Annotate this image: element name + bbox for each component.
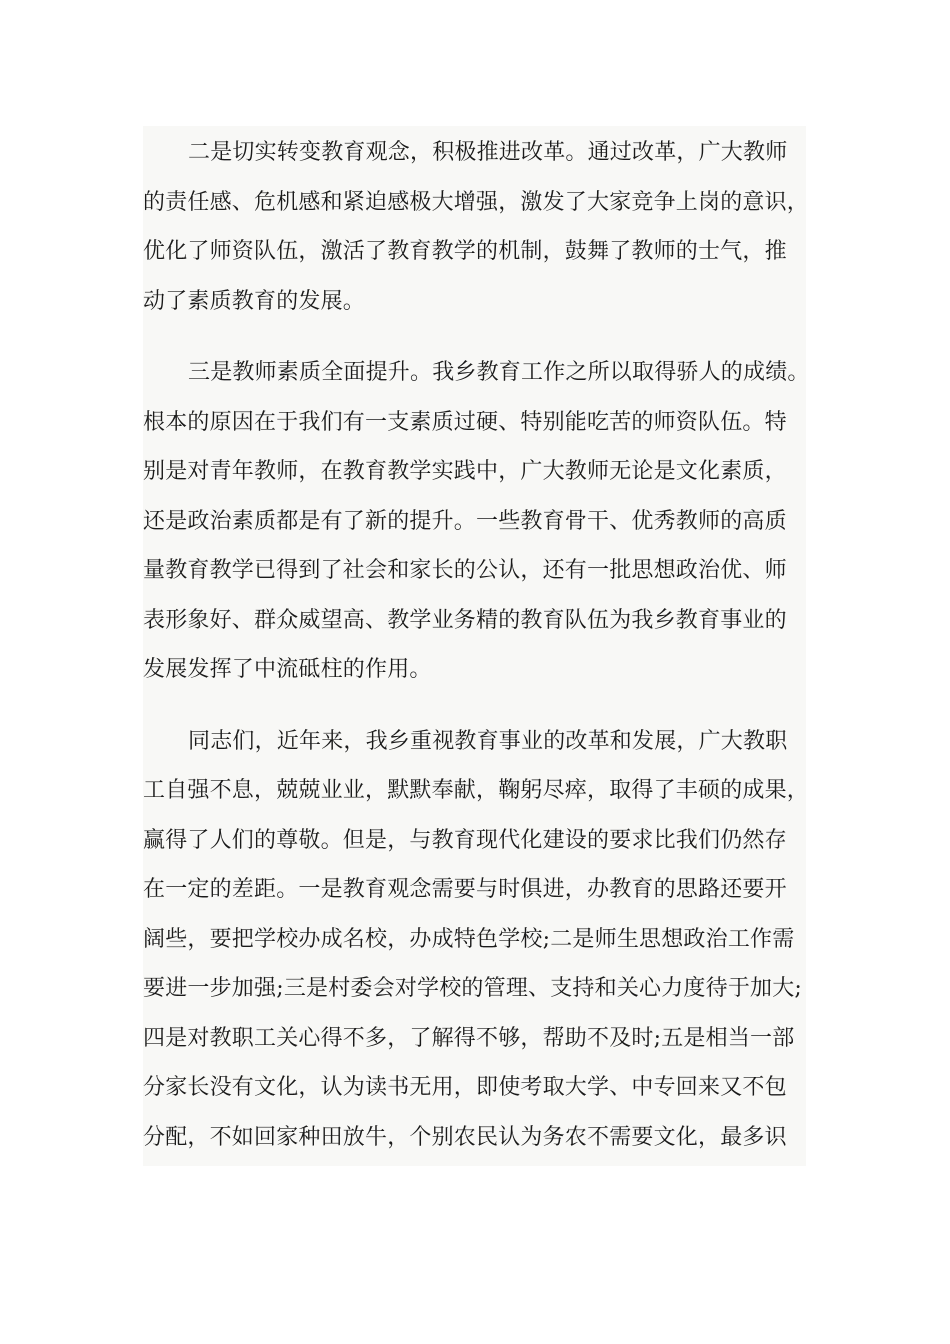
text-line: 的责任感、危机感和紧迫感极大增强，激发了大家竞争上岗的意识，	[143, 189, 810, 215]
text-line: 赢得了人们的尊敬。但是，与教育现代化建设的要求比我们仍然存	[143, 827, 787, 853]
text-line: 量教育教学已得到了社会和家长的公认，还有一批思想政治优、师	[143, 558, 787, 583]
text-line: 动了素质教育的发展。	[143, 288, 366, 314]
paragraph-3	[143, 717, 810, 1163]
text-line: 四是对教职工关心得不多，了解得不够，帮助不及时;五是相当一部	[143, 1025, 795, 1051]
text-line: 阔些，要把学校办成名校，办成特色学校;二是师生思想政治工作需	[143, 926, 795, 952]
text-line: 根本的原因在于我们有一支素质过硬、特别能吃苦的师资队伍。特	[143, 409, 787, 435]
text-line: 在一定的差距。一是教育观念需要与时俱进，办教育的思路还要开	[143, 877, 787, 902]
text-line: 分配，不如回家种田放牛，个别农民认为务农不需要文化，最多识	[143, 1124, 787, 1150]
text-line: 同志们，近年来，我乡重视教育事业的改革和发展，广大教职	[188, 728, 788, 754]
text-line: 优化了师资队伍，激活了教育教学的机制，鼓舞了教师的士气，推	[143, 239, 787, 264]
paragraph-1	[143, 126, 810, 326]
text-line: 别是对青年教师，在教育教学实践中，广大教师无论是文化素质，	[143, 459, 787, 484]
text-line: 分家长没有文化，认为读书无用，即使考取大学、中专回来又不包	[143, 1075, 787, 1100]
paragraph-gap	[143, 326, 806, 348]
text-line: 表形象好、群众威望高、教学业务精的教育队伍为我乡教育事业的	[143, 607, 787, 633]
text-block	[143, 126, 810, 1166]
paragraph-gap	[143, 695, 806, 717]
text-line: 工自强不息，兢兢业业，默默奉献，鞠躬尽瘁，取得了丰硕的成果，	[143, 778, 810, 803]
paragraph-2	[143, 348, 810, 695]
text-line: 还是政治素质都是有了新的提升。一些教育骨干、优秀教师的高质	[143, 508, 787, 534]
text-line: 二是切实转变教育观念，积极推进改革。通过改革，广大教师	[188, 140, 788, 165]
text-line: 三是教师素质全面提升。我乡教育工作之所以取得骄人的成绩。	[188, 360, 810, 385]
text-line: 发展发挥了中流砥柱的作用。	[143, 657, 432, 682]
text-line: 要进一步加强;三是村委会对学校的管理、支持和关心力度待于加大;	[143, 976, 803, 1001]
